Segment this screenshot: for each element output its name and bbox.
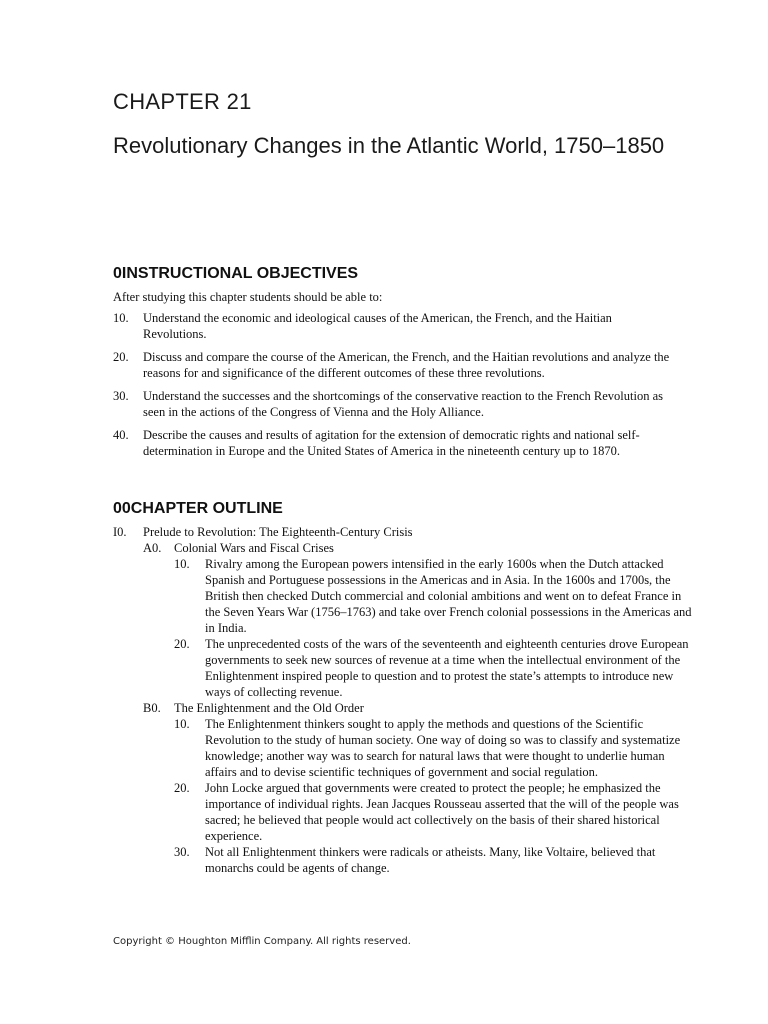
objectives-intro: After studying this chapter students should be able to: (113, 290, 383, 304)
outline-number: 20. (174, 781, 190, 795)
chapter-outline (113, 524, 693, 876)
outline-number: I0. (113, 525, 127, 539)
outline-number: B0. (143, 701, 161, 715)
objectives-list (113, 311, 673, 467)
objective-text: Describe the causes and results of agitation for the extension of democratic rights and national self-determination in Europe and the United States of America in the nineteenth century up to 1870. (143, 428, 640, 458)
outline-text: Rivalry among the European powers intensified in the early 1600s when the Dutch attacked Spanish and Portuguese possessions in the Americas and in Asia. In the 1600s and 1700s, the British then checked Dutch commercial and colonial ambitions and went on to defeat France in the Seven Years War (1756–1763) and take over French colonial possessions in the Americas and in India. (205, 557, 692, 635)
objective-number: 20. (113, 350, 129, 364)
objective-item (113, 311, 673, 342)
outline-text: The unprecedented costs of the wars of the seventeenth and eighteenth centuries drove European governments to seek new sources of revenue at a time when the intellectual environment of the Enlightenment inspired people to question and to protest the state’s attempts to introduce new ways of collecting revenue. (205, 637, 689, 699)
chapter-label: CHAPTER 21 (113, 89, 252, 114)
outline-point (174, 556, 693, 636)
objective-item (113, 350, 673, 381)
outline-point (174, 716, 693, 780)
outline-subsection (143, 540, 693, 556)
outline-heading: 00CHAPTER OUTLINE (113, 500, 283, 517)
objectives-heading: 0INSTRUCTIONAL OBJECTIVES (113, 265, 359, 282)
outline-section (113, 524, 693, 540)
outline-text: The Enlightenment thinkers sought to apply the methods and questions of the Scientific Revolution to the study of human society. One way of doing so was to classify and systematize knowledge; another way was to search for natural laws that were thought to underlie human affairs and to devise scientific techniques of government and social regulation. (205, 717, 681, 779)
objective-number: 40. (113, 428, 129, 442)
outline-number: 10. (174, 557, 190, 571)
outline-number: 10. (174, 717, 190, 731)
copyright-footer: Copyright © Houghton Mifflin Company. All rights reserved. (113, 936, 411, 947)
objective-text: Discuss and compare the course of the American, the French, and the Haitian revolutions and analyze the reasons for and significance of the different outcomes of these three revolutions. (143, 350, 670, 380)
chapter-title: Revolutionary Changes in the Atlantic World, 1750–1850 (113, 133, 665, 158)
outline-point (174, 780, 693, 844)
outline-text: The Enlightenment and the Old Order (174, 701, 364, 715)
outline-point (174, 844, 693, 876)
outline-text: Prelude to Revolution: The Eighteenth-Century Crisis (143, 525, 413, 539)
outline-number: A0. (143, 541, 162, 555)
objective-text: Understand the successes and the shortcomings of the conservative reaction to the French Revolution as seen in the actions of the Congress of Vienna and the Holy Alliance. (143, 389, 663, 419)
outline-point (174, 636, 693, 700)
outline-number: 20. (174, 637, 190, 651)
objective-number: 10. (113, 311, 129, 325)
outline-text: Colonial Wars and Fiscal Crises (174, 541, 334, 555)
outline-text: Not all Enlightenment thinkers were radicals or atheists. Many, like Voltaire, believed that monarchs could be agents of change. (205, 845, 656, 875)
objective-item (113, 389, 673, 420)
outline-subsection (143, 700, 693, 716)
objective-item (113, 428, 673, 459)
outline-number: 30. (174, 845, 190, 859)
objective-text: Understand the economic and ideological causes of the American, the French, and the Haitian Revolutions. (143, 311, 612, 341)
objective-number: 30. (113, 389, 129, 403)
outline-text: John Locke argued that governments were created to protect the people; he emphasized the importance of individual rights. Jean Jacques Rousseau asserted that the will of the people was sacred; he believed that people would act collectively on the basis of their shared historical experience. (205, 781, 679, 843)
